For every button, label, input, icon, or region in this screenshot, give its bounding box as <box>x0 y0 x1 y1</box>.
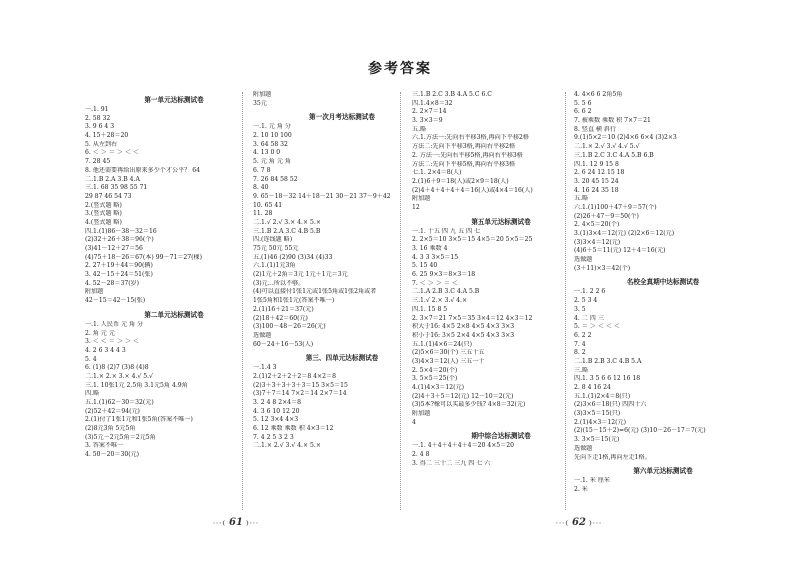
answer-line: 4. 2 6 3 4 4 3 <box>85 346 126 354</box>
answer-line: 6. 7 8 <box>253 166 271 174</box>
page-title: 参考答案 <box>368 61 432 77</box>
answer-line: 3. ＜ ＜ ＝ ＞ ＞ ＜ <box>85 338 139 346</box>
answer-line: 5. ＝ ＞ ＜ ＜ ＜ <box>574 323 620 331</box>
answer-line: 6. 25 9×3＝8×3＝18 <box>412 271 476 279</box>
answer-line: 2. 58 32 <box>85 114 111 122</box>
answer-line: (2)4＋3＋5＝12(元) 12－10＝2(元) <box>412 392 514 400</box>
answer-line: 6. 12 乘数 乘数 积 4×3＝12 <box>253 425 334 433</box>
answer-line: 四.(连线题 略) <box>253 236 293 244</box>
answer-line: 2. 4×5＝20(个) <box>574 221 620 229</box>
answer-line: (3)100－48－26＝26(元) <box>253 323 326 331</box>
answer-line: 方法二:先向下平移3格,再向右平移2格 <box>412 143 516 151</box>
answer-line: 5. 15 40 <box>412 262 438 270</box>
answer-line: 七.1. 2×4＝8(人) <box>412 169 462 177</box>
answer-line: 3. 2 4 8 2×4＝8 <box>253 399 302 406</box>
answer-line: 3.(竖式题 略) <box>85 210 122 218</box>
answer-line: 3. 3×3＝9 <box>412 117 443 125</box>
answer-line: 四.1.(1)86－38－32＝16 <box>85 227 157 235</box>
answer-line: (2)4＋4＋4＋4＋4＝16(人)或4×4＝16(人) <box>412 186 533 194</box>
answer-line: 6. ＜ ＞ ＝ ＞ ＜ ＜ <box>85 149 139 157</box>
section-heading: 第六单元达标测试卷 <box>633 467 693 476</box>
answer-line: (3)7＋7＝14 7×2＝14 2×7＝14 <box>253 390 347 398</box>
answer-line: 3. 5×5＝25(个) <box>412 375 458 383</box>
answer-line: 2.(1)付了1张1元和1张5角(答案不唯一) <box>85 416 193 424</box>
answer-line: 六.1.(1)100＋47＋9＝57(个) <box>574 203 657 211</box>
answer-line: 方法二:先向下平移5格,再向右平移3格 <box>412 160 516 168</box>
answer-line: 4.(竖式题 略) <box>85 218 122 226</box>
answer-line: (3＋11)×3＝42(个) <box>574 264 631 272</box>
answer-line: 六.1.(1)1元3角 <box>253 262 296 270</box>
answer-line: 附加题 <box>412 195 431 203</box>
answer-line: 二.1.A 2.B 3.C 4.A 5.B <box>412 288 480 296</box>
answer-line: (2)26＋47－9＝50(个) <box>574 212 639 220</box>
answer-line: (2)8元3角 5元5角 <box>85 425 136 433</box>
answer-line: 4. 15＋28＝20 <box>85 132 129 140</box>
answer-line: 四.1.4×8＝32 <box>412 99 453 107</box>
answer-line: (2)1元＋2角＝3元 1元＋1元＝3元 <box>253 271 348 279</box>
section-heading: 第二单元达标测试卷 <box>144 310 204 319</box>
answer-line: 3. 64 58 32 <box>253 140 288 148</box>
answer-line: 3. 3×5＝15(元) <box>574 436 620 444</box>
answer-line: 五.1.(1)2×4＝8(只) <box>574 392 631 400</box>
answer-line: 5. 元 角 元 角 <box>253 158 291 166</box>
answer-column-2 <box>253 91 431 451</box>
answer-line: 3. 42－15＋24＝51(张) <box>85 271 153 279</box>
answer-line: 四.1. 12 9 15 8 <box>574 160 619 168</box>
answer-line: 8. 竖直 横 斜行 <box>574 125 617 133</box>
answer-line: 一.1.4 3 <box>253 364 277 372</box>
answer-line: 六.1.方法一:先向右平移3格,再向下平移2格 <box>412 134 529 142</box>
answer-line: 积大于16: 4×5 2×8 4×5 4×3 3×3 <box>412 323 515 331</box>
answer-line: 附加题 <box>253 91 272 98</box>
answer-line: 五.1.(1)62－30＝32(元) <box>85 399 154 406</box>
answer-line: (4)6＋5＝11(元) 12＋4＝16(元) <box>574 247 666 255</box>
answer-line: (2)(15－15＋2)=6(元) (3)10－26－17＝7(元) <box>574 427 706 435</box>
answer-line: 一.1. 米 厘米 <box>574 477 611 485</box>
answer-line: 4. 4×6 6 2角5角 <box>574 91 623 98</box>
section-heading: 第五单元达标测试卷 <box>471 217 531 226</box>
answer-line: 8. 40 <box>253 184 269 192</box>
answer-line: 2. 6 24 12 15 18 <box>574 169 625 177</box>
answer-line: 附加题 <box>412 410 431 418</box>
answer-line: 2. 2×5＝10 3×5＝15 4×5＝20 5×5＝25 <box>412 236 533 244</box>
answer-line: 12 <box>412 203 420 211</box>
answer-line: 4. 16 24 35 18 <box>574 186 619 194</box>
answer-line: 二.1.√ 2.√ 3.× 4.× 5.× <box>253 218 321 226</box>
answer-line: 附加题 <box>85 288 104 296</box>
answer-line: 29 87 46 54 73 <box>85 192 132 200</box>
answer-line: 6. (1)8 (2)7 (3)8 (4)8 <box>85 364 149 372</box>
answer-line: 42－15＝42－15(张) <box>85 297 146 305</box>
answer-line: 5. 5 6 <box>574 99 592 107</box>
answer-line: 10. 65 41 <box>253 201 283 209</box>
answer-line: 三.1.B 2.C 3.C 4.A 5.B 6.B <box>574 151 654 159</box>
answer-line: 三.1.B 2.C 3.B 4.A 5.C 6.C <box>412 91 492 98</box>
answer-line: 3. 16 乘数 4 <box>412 245 448 252</box>
answer-line: 五.(1)46 (2)90 (3)34 (4)33 <box>253 253 333 261</box>
section-heading: 第三、四单元达标测试卷 <box>305 354 379 363</box>
answer-line: 9.(1)5×2＝10 (2)4×6 6×4 (3)2×3 <box>574 134 677 142</box>
answer-line: (4)75＋18－26＝67(本) 99－71＝27(棵) <box>85 253 203 261</box>
answer-line: 5. 12 3×4 4×3 <box>253 416 299 424</box>
answer-line: 60－24＋16－53(人) <box>253 340 314 348</box>
answer-line: 6. 6 2 <box>574 108 592 116</box>
answer-line: (2)32＋26＋38＝96(个) <box>85 236 154 244</box>
answer-line: 三.略 <box>574 366 589 374</box>
answer-line: 6. 2 2 <box>574 331 592 339</box>
answer-line: 一.1. 2 2 6 <box>574 288 606 296</box>
answer-line: 8. 他还需要再给出原来多少个才公平？ 64 <box>85 166 200 174</box>
answer-line: 2. 角 元 元 <box>85 329 115 337</box>
answer-line: 7. 被乘数 乘数 积 7×7＝21 <box>574 117 651 125</box>
answer-line: 2.(1)16＋21＝37(元) <box>253 305 314 313</box>
answer-line: 4. 50－20＝30(元) <box>85 451 140 459</box>
answer-line: 4. 3 3 3×5＝15 <box>412 253 459 261</box>
answer-line: 积小于16: 3×5 2×4 4×5 4×3 3×3 <box>412 331 515 339</box>
answer-line: 2.(1)4×3＝12(元) <box>574 418 627 426</box>
answer-line: 3. 得二 三十二 三九 四 七 六 <box>412 459 491 467</box>
answer-line: 3. 答案不唯一 <box>85 442 124 450</box>
page-number-left: ···( 61 )··· <box>212 517 260 528</box>
answer-line: 2. 3×7＝21 7×5＝35 3×4＝12 4×3＝12 <box>412 314 533 322</box>
answer-line: 四.1. 15 8 5 <box>412 305 448 313</box>
answer-line: 2. 27＋19＋44＝90(辆) <box>85 262 153 270</box>
answer-line: 8. 2 <box>574 349 586 357</box>
answer-line: 一.1. 4＋4＋4＋4＋4＝20 4×5＝20 <box>412 442 515 450</box>
answer-line: 二.1.× 2.× 3.× 4.√ 5.√ <box>85 372 153 380</box>
section-heading: 期中综合达标测试卷 <box>471 432 531 441</box>
answer-column-3 <box>412 91 590 469</box>
answer-line: (3)4×3＝12(人) 三五一十 <box>412 357 485 365</box>
answer-line: 9. 65－18－32 14＋18－21 30－21 37－9＋42 <box>253 192 391 200</box>
page-number-right: ···( 62 )··· <box>555 517 603 528</box>
answer-line: 一.1. 十五 四 九 五 四 七 <box>412 227 481 235</box>
answer-line: 三.1. 68 35 98 55 71 <box>85 184 148 192</box>
column-divider <box>242 92 243 510</box>
answer-line: (4)可以直接付1张1元或1张5角或1张2角或者 <box>253 288 377 296</box>
answer-line: 2. 5 3 4 <box>574 297 598 305</box>
answer-column-1 <box>85 91 263 460</box>
answer-line: 二.1.B 2.B 3.C 4.B 5.A <box>574 357 642 365</box>
answer-line: 先向下走1格,再向左走1格。 <box>574 453 651 461</box>
answer-line: (2)52＋42＝94(元) <box>85 407 140 415</box>
section-heading: 名校全真期中达标测试卷 <box>626 278 700 287</box>
answer-line: (2)18＋42＝60(元) <box>253 314 308 322</box>
answer-line: (2)5×6＝30(个) 三五十五 <box>412 349 485 357</box>
section-heading: 第一单元达标测试卷 <box>144 96 204 104</box>
answer-line: 一.1. 91 <box>85 106 109 113</box>
answer-line: 7. 4 <box>574 340 586 348</box>
answer-line: 五.略 <box>574 195 589 203</box>
answer-line: 7. ＜ ＞ ＞ ＝ ＜ <box>412 279 458 287</box>
answer-line: 二.1.× 2.√ 3.√ 4.× 5.× <box>253 442 321 450</box>
answer-line: (2)3×6＝18(只) 四四十六 <box>574 401 647 409</box>
answer-line: 5. 4 <box>85 355 97 363</box>
answer-line: 7. 28 45 <box>85 158 111 166</box>
answer-line: 7. 4 2 5 3 2 3 <box>253 433 294 441</box>
answer-line: 4. 二 四 三 <box>574 314 604 322</box>
answer-line: 选做题 <box>574 256 593 264</box>
answer-line: 3. 20 45 15 24 <box>574 177 619 185</box>
answer-line: 5. 从左到右 <box>85 140 118 148</box>
answer-line: (2)3＋3＋3＋3＋3＝15 3×5＝15 <box>253 381 348 389</box>
answer-line: (3)元…所以不够。 <box>253 279 305 287</box>
page-divider <box>400 92 401 510</box>
answer-line: 2. 5×4＝20(个) <box>412 366 458 374</box>
answer-line: 三.1. 10张1元 2.5角 3.1元5角 4.9角 <box>85 381 188 389</box>
answer-line: 7. 26 84 58 52 <box>253 175 298 183</box>
answer-line: 4. 52－28＝37(岁) <box>85 279 140 287</box>
answer-line: 2. 8 4 16 24 <box>574 384 611 391</box>
answer-line: 选做题 <box>253 331 272 339</box>
answer-line: 一.1. 元 角 分 <box>253 123 291 131</box>
answer-line: 4. 13 0 0 <box>253 149 281 157</box>
answer-line: 4. 3 6 10 12 20 <box>253 407 300 415</box>
section-heading: 第一次月考达标测试卷 <box>309 113 375 122</box>
answer-line: 二.1.B 2.A 3.B 4.A <box>85 175 140 183</box>
page-number-value: 62 <box>572 517 586 528</box>
answer-line: 1张5角和1张1元(答案不唯一) <box>253 297 335 305</box>
answer-line: 2. 10 10 100 <box>253 132 292 140</box>
answer-line: (3)3×5＝15(只) <box>574 410 621 418</box>
answer-line: 2.(竖式题 略) <box>85 201 122 209</box>
answer-line: 四.1. 3 5 6 6 12 16 18 <box>574 375 641 383</box>
answer-line: 3.(1)3×4＝12(元) (2)2×6＝12(元) <box>574 230 675 237</box>
answer-line: (3)41－12＋27＝56 <box>85 245 143 252</box>
answer-line: 二.1.× 2.√ 3.√ 4.√ 5.√ <box>574 143 640 151</box>
answer-line: 2.(1)6＋9＝18(人)或2×9＝18(人) <box>412 177 509 185</box>
answer-line: (3)5元－2元5角＝2元5角 <box>85 433 156 441</box>
answer-line: 2. 4 8 <box>412 451 430 459</box>
answer-line: 4.(1)4×3＝12(元) <box>412 384 465 391</box>
answer-line: 2.(1)2＋2＋2＋2＝8 4×2＝8 <box>253 372 336 380</box>
answer-line: 3. 5 <box>574 305 586 313</box>
answer-line: 2. 2×7＝14 <box>412 108 447 116</box>
answer-column-4 <box>574 91 752 495</box>
answer-line: 三.1.√ 2.× 3.√ 4.× <box>412 297 468 305</box>
answer-line: 11. 28 <box>253 210 273 218</box>
answer-line: 五.1.(1)4×6＝24(只) <box>412 340 473 348</box>
page-number-value: 61 <box>229 517 243 528</box>
answer-line: (3)3×4＝12(元) <box>574 238 621 246</box>
answer-line: 四.略 <box>85 390 100 398</box>
answer-line: 五.略 <box>412 125 427 133</box>
answer-line: 4 <box>412 418 416 426</box>
answer-line: 一.1. 人民币 元 角 分 <box>85 320 144 328</box>
answer-line: 2. 方法一:先向右平移5格,再向右平移3格 <box>412 151 523 159</box>
answer-line: 三.1.B 2.A 3.C 4.B 5.B <box>253 227 321 235</box>
answer-line: 3. 9 6 4 3 <box>85 123 115 131</box>
answer-line: 选做题 <box>574 444 593 452</box>
answer-line: (3)5本?橡可以买最多少钱? 4×8＝32(元) <box>412 401 526 409</box>
answer-line: 2. 米 <box>574 485 588 493</box>
answer-line: 75元 50元 55元 <box>253 245 299 252</box>
answer-line: 35元 <box>253 99 267 107</box>
column-divider <box>565 92 566 510</box>
